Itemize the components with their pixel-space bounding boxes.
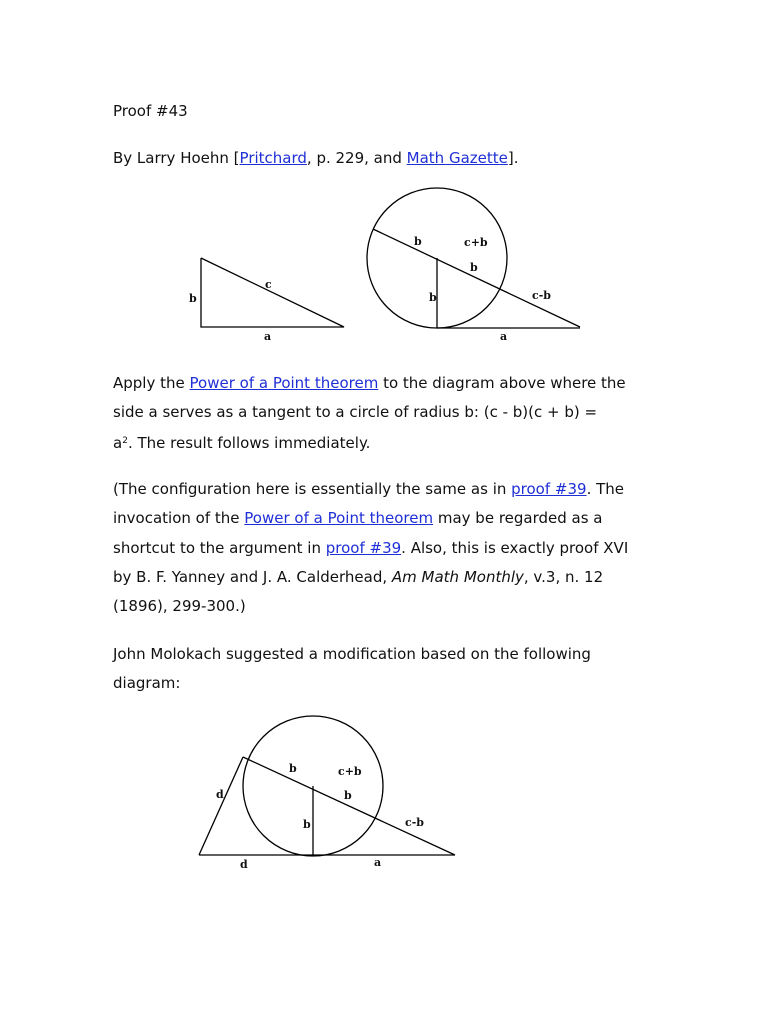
label-secant-c-minus-b: c-b	[405, 816, 424, 829]
figure-circle-tangent	[360, 190, 590, 350]
proof-39-link[interactable]: proof #39	[511, 480, 587, 498]
page-title: Proof #43	[113, 102, 188, 120]
byline	[113, 148, 518, 168]
label-leg-b: b	[189, 292, 197, 305]
label-chord-right-b: b	[470, 261, 478, 274]
label-secant-c-minus-b: c-b	[532, 289, 551, 302]
journal-title: Am Math Monthly	[391, 568, 524, 586]
label-chord-left-b: b	[289, 762, 297, 775]
para1-line3	[113, 431, 370, 453]
para1-text: Apply the	[113, 374, 190, 392]
label-radius-b: b	[303, 818, 311, 831]
para2-line2	[113, 508, 603, 528]
para2-text: . The	[586, 480, 624, 498]
para2-text: . Also, this is exactly proof XVI	[401, 539, 629, 557]
label-tangent-a: a	[500, 330, 508, 343]
label-chord-right-b: b	[344, 789, 352, 802]
para2-text: , v.3, n. 12	[523, 568, 604, 586]
para2-text: (The configuration here is essentially the same as in	[113, 480, 512, 498]
label-hyp-c: c	[265, 278, 272, 291]
right-triangle	[201, 258, 344, 327]
label-arc-c-plus-b: c+b	[338, 765, 362, 778]
para2-text: shortcut to the argument in	[113, 539, 326, 557]
byline-prefix: By Larry Hoehn [	[113, 149, 240, 167]
power-of-a-point-link[interactable]: Power of a Point theorem	[189, 374, 379, 392]
byline-middle: , p. 229, and	[306, 149, 407, 167]
math-gazette-link[interactable]: Math Gazette	[406, 149, 508, 167]
power-of-a-point-link[interactable]: Power of a Point theorem	[244, 509, 434, 527]
para2-line5: (1896), 299-300.)	[113, 597, 246, 615]
para2-text: invocation of the	[113, 509, 245, 527]
label-base-d: d	[240, 858, 248, 871]
label-base-a: a	[374, 856, 382, 869]
para3-line1: John Molokach suggested a modification based on the following	[113, 645, 591, 663]
para2-text: may be regarded as a	[433, 509, 603, 527]
label-base-a: a	[264, 330, 272, 343]
byline-suffix: ].	[507, 149, 519, 167]
para3-line2: diagram:	[113, 674, 181, 692]
label-chord-left-b: b	[414, 235, 422, 248]
para1-line2: side a serves as a tangent to a circle of radius b: (c - b)(c + b) =	[113, 403, 598, 421]
para1-text: a	[113, 434, 123, 452]
para1-line1	[113, 373, 626, 393]
proof-39-link[interactable]: proof #39	[325, 539, 402, 557]
para2-text: by B. F. Yanney and J. A. Calderhead,	[113, 568, 392, 586]
side-d-line	[199, 757, 243, 855]
pritchard-link[interactable]: Pritchard	[239, 149, 307, 167]
superscript-2: 2	[122, 436, 128, 446]
figure-right-triangle	[180, 250, 360, 350]
para1-text: to the diagram above where the	[378, 374, 626, 392]
para2-line1	[113, 479, 624, 499]
label-arc-c-plus-b: c+b	[464, 236, 488, 249]
label-side-d: d	[216, 788, 224, 801]
para1-text: . The result follows immediately.	[127, 434, 371, 452]
para2-line4	[113, 567, 603, 587]
figure-molokach-diagram	[190, 710, 470, 880]
label-radius-b: b	[429, 291, 437, 304]
para2-line3	[113, 538, 628, 558]
